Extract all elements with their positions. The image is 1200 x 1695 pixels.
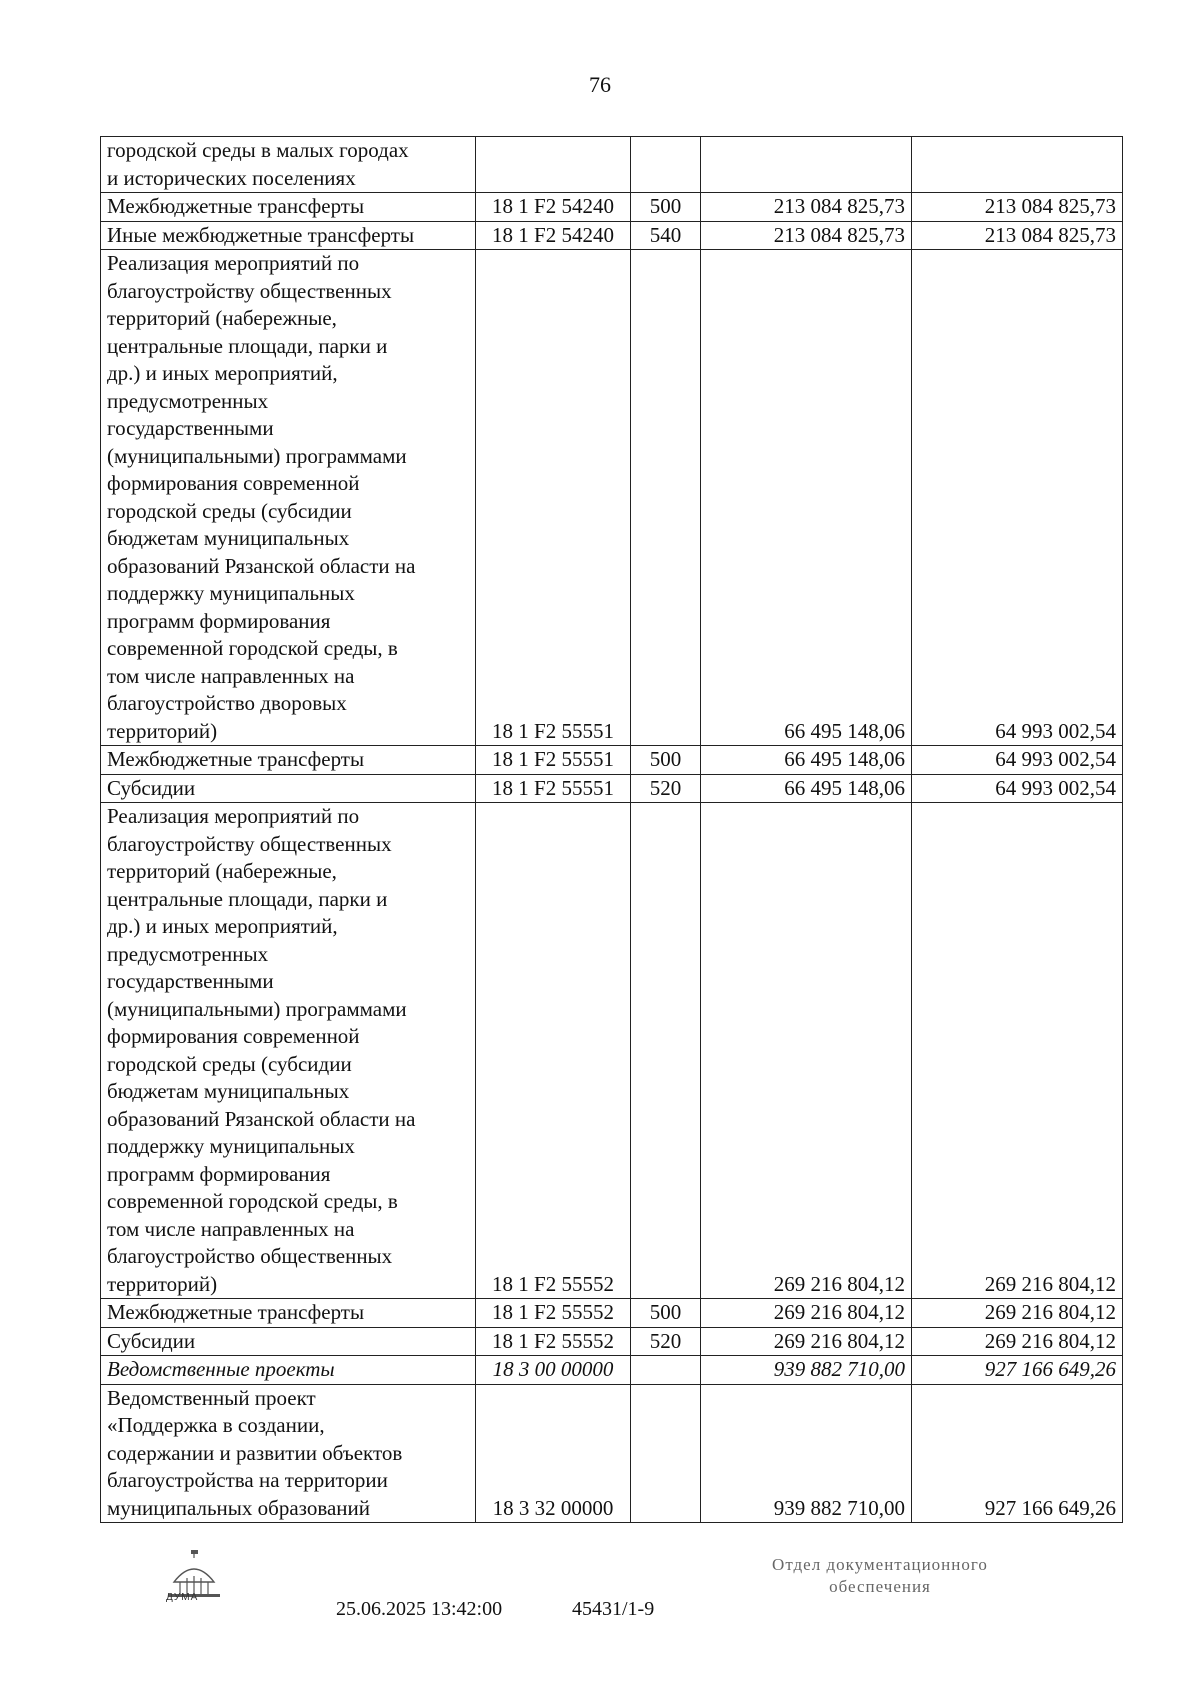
- row-type: 540: [631, 221, 701, 250]
- row-name: [101, 1384, 476, 1523]
- row-code: 18 1 F2 55552: [476, 1299, 631, 1328]
- row-sum-2: 213 084 825,73: [912, 193, 1123, 222]
- row-name: [101, 137, 476, 193]
- row-sum-1: 66 495 148,06: [701, 774, 912, 803]
- row-sum-2: 213 084 825,73: [912, 221, 1123, 250]
- row-code: 18 1 F2 54240: [476, 221, 631, 250]
- row-name: [101, 746, 476, 775]
- table-row: [101, 1327, 1123, 1356]
- row-sum-1: 213 084 825,73: [701, 193, 912, 222]
- row-code: 18 1 F2 55551: [476, 774, 631, 803]
- footer-doc-number: 45431/1-9: [572, 1598, 655, 1620]
- row-sum-2: 927 166 649,26: [912, 1384, 1123, 1523]
- table-row: [101, 250, 1123, 746]
- row-name-text: городской среды в малых городах и исторических поселениях: [107, 138, 409, 190]
- row-sum-1: 939 882 710,00: [701, 1356, 912, 1385]
- row-sum-2: 269 216 804,12: [912, 1299, 1123, 1328]
- table-row: [101, 803, 1123, 1299]
- row-name: [101, 803, 476, 1299]
- row-type: 520: [631, 774, 701, 803]
- row-sum-2: 927 166 649,26: [912, 1356, 1123, 1385]
- row-sum-1: 66 495 148,06: [701, 746, 912, 775]
- table-row: [101, 1356, 1123, 1385]
- page-number: 76: [589, 72, 611, 97]
- row-type: [631, 1356, 701, 1385]
- row-type: [631, 803, 701, 1299]
- budget-table-body: [101, 137, 1123, 1523]
- row-name: [101, 250, 476, 746]
- row-name-text: Реализация мероприятий по благоустройству общественных территорий (набережные, центральные площади, парки и др.) и иных мероприятий, предусмотренных государственными (муниципальными) программами формирования современной городской среды (субсидии бюджетам муниципальных образований Рязанской области на поддержку муниципальных программ формирования современной городской среды, в том числе направленных на благоустройство дворовых территорий): [107, 251, 416, 743]
- footer-date: 25.06.2025 13:42:00: [336, 1598, 503, 1620]
- row-sum-2: 64 993 002,54: [912, 250, 1123, 746]
- row-sum-2: 269 216 804,12: [912, 803, 1123, 1299]
- row-type: 500: [631, 746, 701, 775]
- logo-text: ДУМА: [166, 1592, 199, 1603]
- row-type: [631, 137, 701, 193]
- row-name-text: Субсидии: [107, 1328, 196, 1353]
- row-sum-2: 269 216 804,12: [912, 1327, 1123, 1356]
- row-code: [476, 137, 631, 193]
- row-name-text: Субсидии: [107, 775, 196, 800]
- row-type: 520: [631, 1327, 701, 1356]
- row-name: [101, 193, 476, 222]
- row-name-text: Ведомственный проект «Поддержка в создании, содержании и развитии объектов благоустройства на территории муниципальных образований: [107, 1385, 403, 1520]
- row-code: 18 1 F2 55552: [476, 1327, 631, 1356]
- row-name: [101, 221, 476, 250]
- row-type: 500: [631, 1299, 701, 1328]
- table-row: [101, 193, 1123, 222]
- row-code: 18 3 32 00000: [476, 1384, 631, 1523]
- row-type: [631, 250, 701, 746]
- table-row: [101, 221, 1123, 250]
- row-sum-1: 269 216 804,12: [701, 1327, 912, 1356]
- row-name: [101, 1356, 476, 1385]
- row-sum-1: 66 495 148,06: [701, 250, 912, 746]
- row-sum-1: 213 084 825,73: [701, 221, 912, 250]
- table-row: [101, 137, 1123, 193]
- row-name-text: Межбюджетные трансферты: [107, 194, 365, 218]
- row-code: 18 1 F2 54240: [476, 193, 631, 222]
- row-sum-2: [912, 137, 1123, 193]
- row-sum-2: 64 993 002,54: [912, 774, 1123, 803]
- stamp-line-2: обеспечения: [829, 1577, 931, 1596]
- row-sum-1: 269 216 804,12: [701, 803, 912, 1299]
- department-stamp: [730, 1554, 1030, 1598]
- budget-table: [100, 136, 1123, 1523]
- row-sum-2: 64 993 002,54: [912, 746, 1123, 775]
- row-sum-1: 269 216 804,12: [701, 1299, 912, 1328]
- row-name-text: Межбюджетные трансферты: [107, 747, 365, 771]
- footer: [0, 1540, 1200, 1660]
- row-code: 18 1 F2 55552: [476, 803, 631, 1299]
- row-name: [101, 774, 476, 803]
- row-code: 18 1 F2 55551: [476, 746, 631, 775]
- stamp-line-1: Отдел документационного: [772, 1555, 988, 1574]
- table-row: [101, 1384, 1123, 1523]
- row-sum-1: 939 882 710,00: [701, 1384, 912, 1523]
- table-row: [101, 746, 1123, 775]
- row-name-text: Ведомственные проекты: [107, 1357, 335, 1381]
- row-name: [101, 1327, 476, 1356]
- table-row: [101, 774, 1123, 803]
- row-name-text: Межбюджетные трансферты: [107, 1300, 365, 1324]
- row-type: 500: [631, 193, 701, 222]
- row-name-text: Реализация мероприятий по благоустройству общественных территорий (набережные, центральные площади, парки и др.) и иных мероприятий, предусмотренных государственными (муниципальными) программами формирования современной городской среды (субсидии бюджетам муниципальных образований Рязанской области на поддержку муниципальных программ формирования современной городской среды, в том числе направленных на благоустройство общественных территорий): [107, 804, 416, 1296]
- row-sum-1: [701, 137, 912, 193]
- table-row: [101, 1299, 1123, 1328]
- row-code: 18 3 00 00000: [476, 1356, 631, 1385]
- row-name-text: Иные межбюджетные трансферты: [107, 222, 415, 247]
- row-name: [101, 1299, 476, 1328]
- row-type: [631, 1384, 701, 1523]
- row-code: 18 1 F2 55551: [476, 250, 631, 746]
